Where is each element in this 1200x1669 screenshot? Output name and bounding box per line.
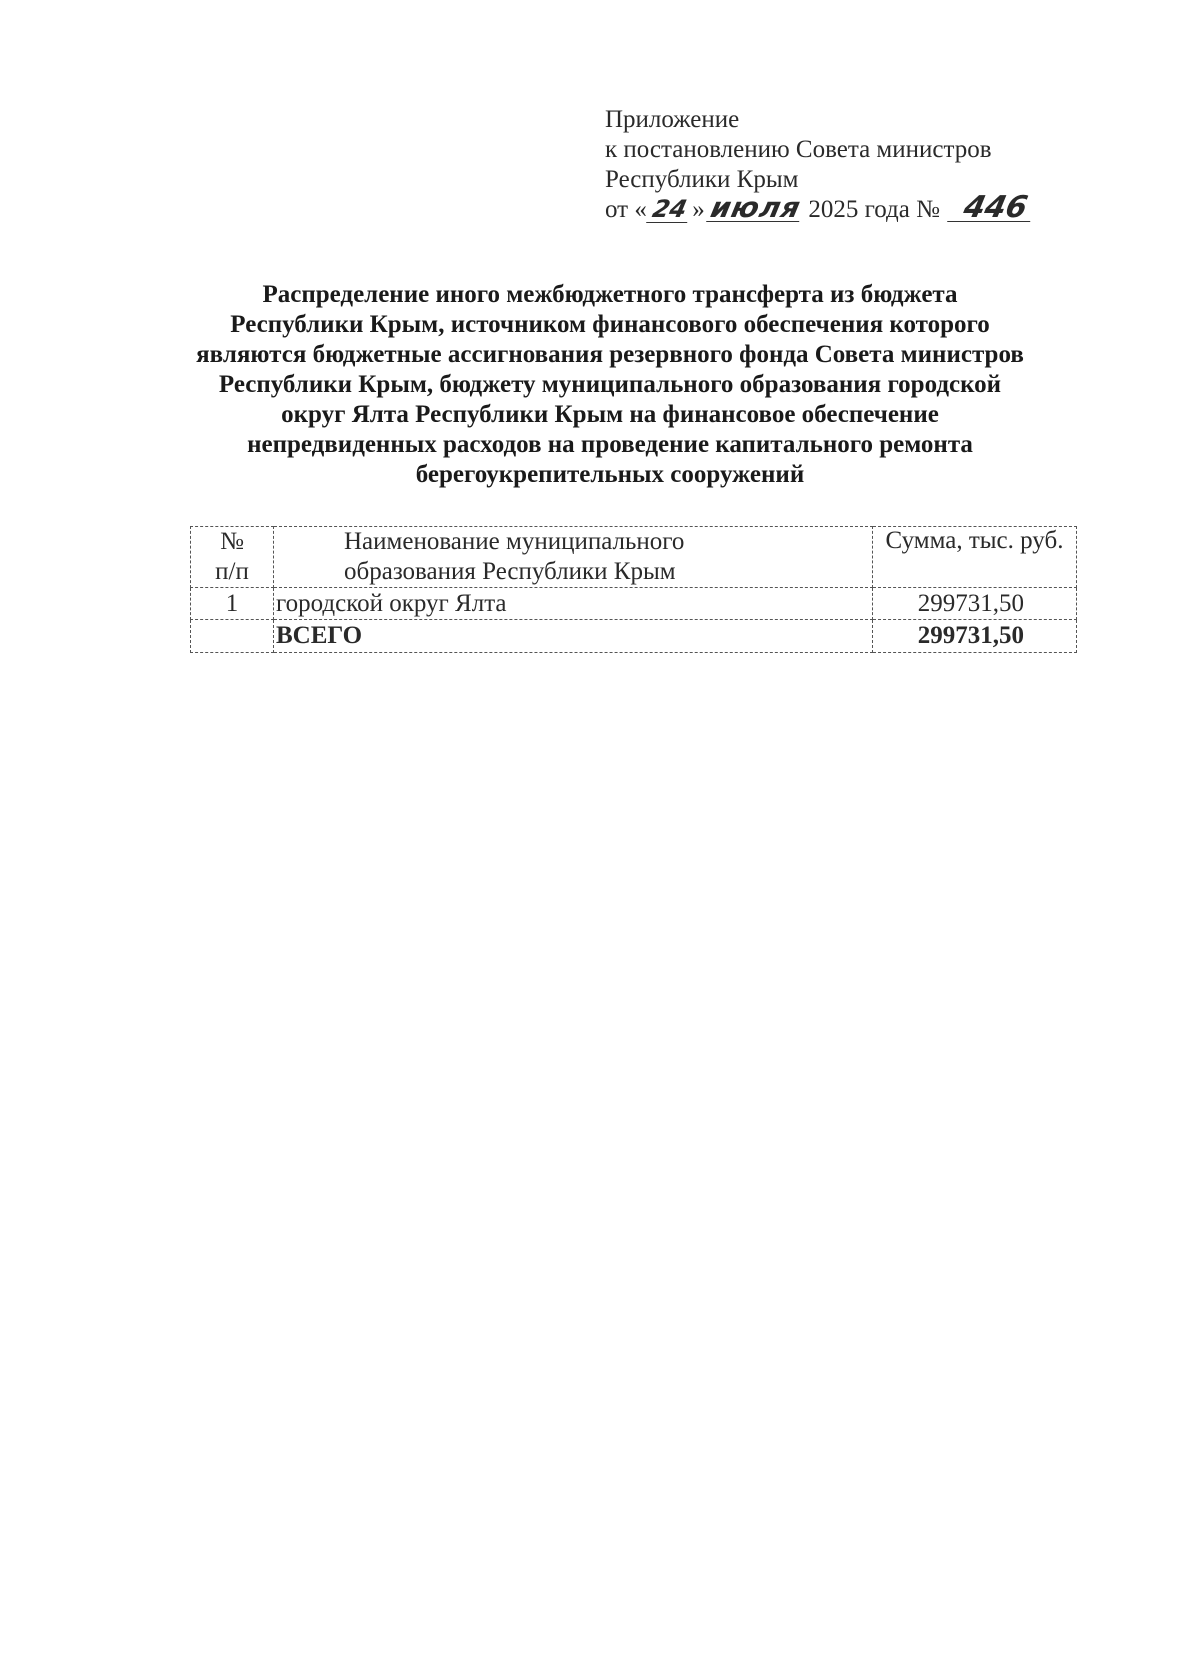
row-sum: 299731,50 <box>873 588 1077 620</box>
header-number-line1: № <box>220 528 244 555</box>
date-year-text: 2025 года № <box>808 196 940 223</box>
row-municipality: городской округ Ялта <box>274 588 873 620</box>
total-sum: 299731,50 <box>873 620 1077 653</box>
handwritten-doc-number: 446 <box>947 195 1035 222</box>
attachment-date-line <box>605 190 1125 225</box>
header-sum: Сумма, тыс. руб. <box>873 527 1077 588</box>
title-line: Республики Крым, источником финансового обеспечения которого <box>230 311 990 338</box>
attachment-republic-line: Республики Крым <box>605 166 799 193</box>
handwritten-day: 24 <box>646 196 693 223</box>
title-line: непредвиденных расходов на проведение капитального ремонта <box>247 431 973 458</box>
document-title <box>160 280 1060 490</box>
header-municipality <box>274 527 873 588</box>
total-number-empty <box>191 620 274 653</box>
row-number: 1 <box>191 588 274 620</box>
table-row <box>191 588 1077 620</box>
header-municipality-line1: Наименование муниципального <box>344 528 685 555</box>
title-line: Республики Крым, бюджету муниципального образования городской <box>218 371 1002 398</box>
handwritten-month: июля <box>707 191 804 224</box>
title-line: округ Ялта Республики Крым на финансовое обеспечение <box>281 401 939 428</box>
table-total-row <box>191 620 1077 653</box>
title-line: Распределение иного межбюджетного трансферта из бюджета <box>262 281 958 308</box>
attachment-label: Приложение <box>605 106 740 133</box>
attachment-resolution-line: к постановлению Совета министров <box>605 136 992 163</box>
total-label: ВСЕГО <box>274 620 873 653</box>
header-municipality-line2: образования Республики Крым <box>344 558 676 585</box>
header-number-line2: п/п <box>215 558 249 585</box>
attachment-header <box>605 105 1125 225</box>
date-prefix: от « <box>605 196 647 223</box>
date-close-quote: » <box>692 196 705 223</box>
header-number <box>191 527 274 588</box>
table-header-row <box>191 527 1077 588</box>
title-line: являются бюджетные ассигнования резервного фонда Совета министров <box>196 341 1024 368</box>
title-line: берегоукрепительных сооружений <box>415 461 805 488</box>
distribution-table <box>190 526 1077 653</box>
